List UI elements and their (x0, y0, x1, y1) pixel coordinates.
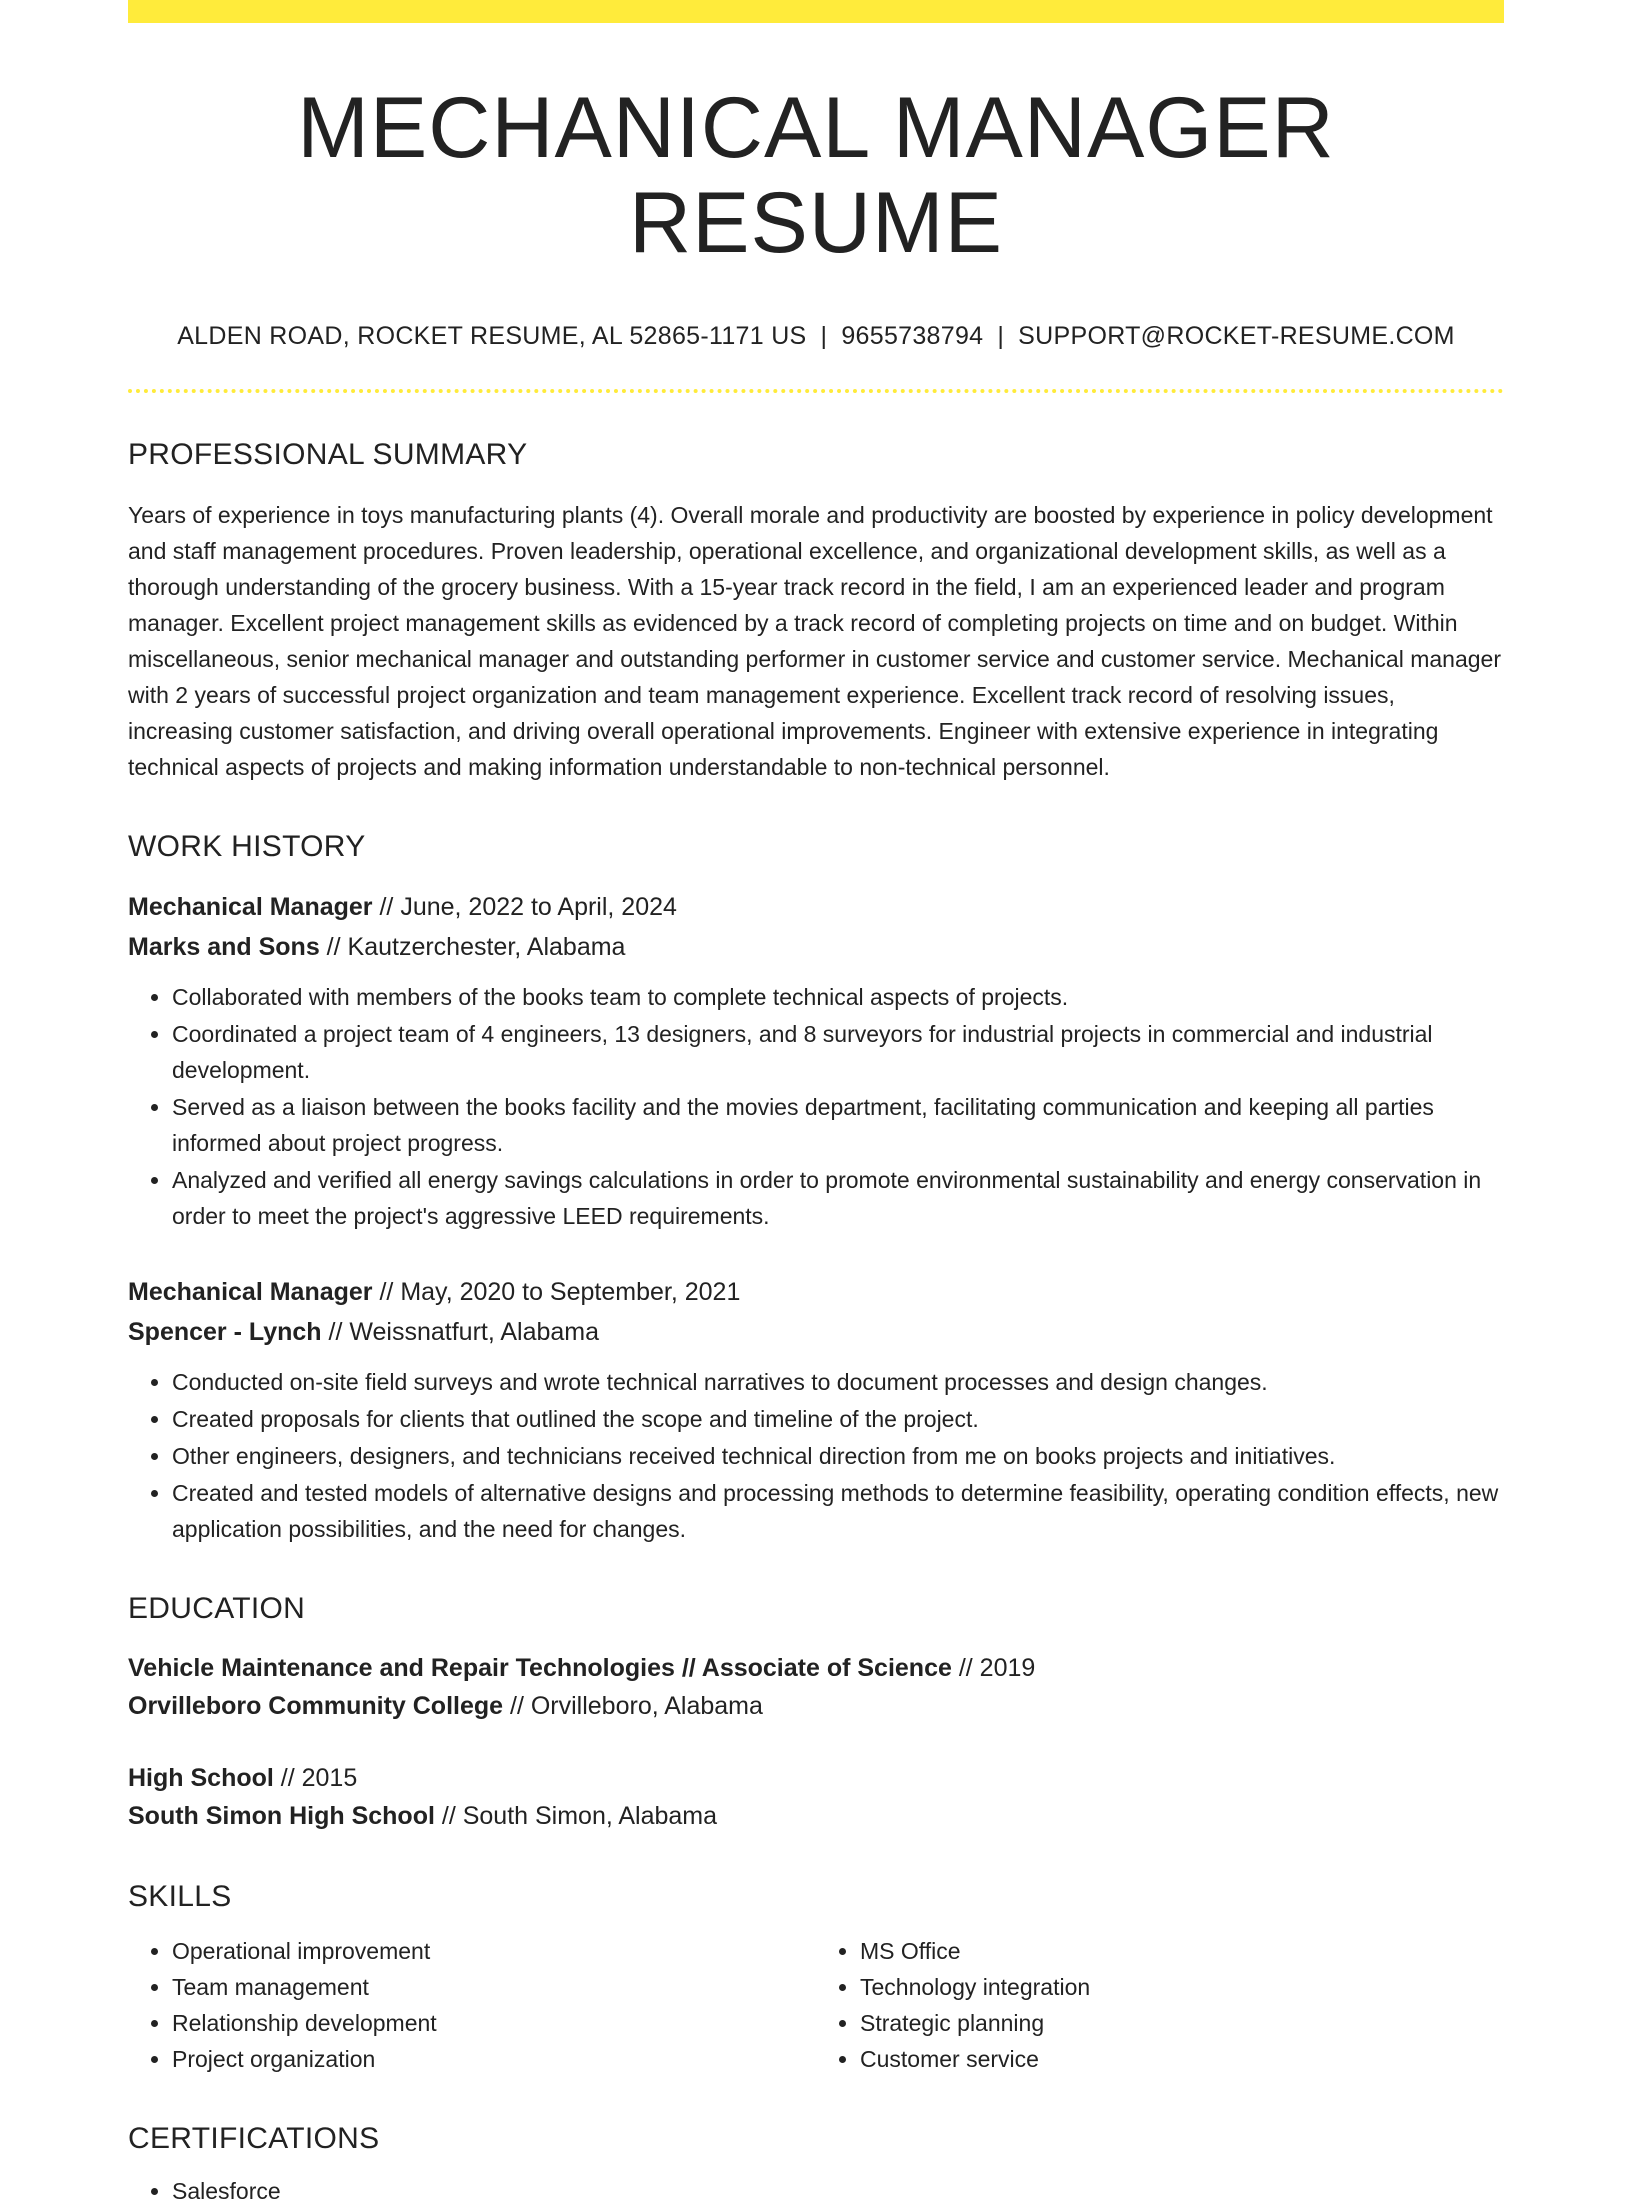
job-title: Mechanical Manager (128, 893, 373, 922)
skills-grid (128, 1933, 1504, 2077)
skill-item: • Technology integration (860, 1969, 1504, 2005)
contact-separator: | (997, 322, 1005, 351)
skill-item: • Relationship development (172, 2005, 816, 2041)
job-company: Marks and Sons (128, 933, 320, 962)
education-degree-line (128, 1759, 1504, 1797)
education-heading: EDUCATION (128, 1592, 306, 1626)
education-school-line (128, 1687, 1504, 1725)
resume-title: MECHANICAL MANAGER RESUME (297, 80, 1335, 271)
education-entry (128, 1649, 1504, 1725)
skill-item: • MS Office (860, 1933, 1504, 1969)
skill-item: • Operational improvement (172, 1933, 816, 1969)
list-item: • Collaborated with members of the books team to complete technical aspects of projects. (172, 979, 1504, 1015)
job-bullets (128, 979, 1504, 1234)
education-year: // 2015 (273, 1764, 358, 1793)
summary-text: Years of experience in toys manufacturing plants (4). Overall morale and productivity are boosted by experience in policy development and staff management procedures. Proven leadership, operational excellence, and organizational development skills, as well as a thorough understanding of the grocery business. With a 15-year track record in the field, I am an experienced leader and program manager. Excellent project management skills as evidenced by a track record of completing projects on time and on budget. Within miscellaneous, senior mechanical manager and outstanding performer in customer service and customer service. Mechanical manager with 2 years of successful project organization and team management experience. Excellent track record of resolving issues, increasing customer satisfaction, and driving overall operational improvements. Engineer with extensive experience in integrating technical aspects of projects and making information understandable to non-technical personnel. (128, 502, 1501, 781)
summary-heading: PROFESSIONAL SUMMARY (128, 438, 528, 472)
job-company-line (128, 927, 1504, 967)
skill-item: • Strategic planning (860, 2005, 1504, 2041)
job-entry (128, 887, 1504, 1234)
contact-email: SUPPORT@ROCKET-RESUME.COM (1018, 322, 1455, 351)
certifications-heading: CERTIFICATIONS (128, 2122, 380, 2156)
education-location: // South Simon, Alabama (434, 1802, 718, 1831)
skills-column-right (816, 1933, 1504, 2077)
education-school: Orvilleboro Community College (128, 1692, 504, 1721)
list-item: • Created and tested models of alternative designs and processing methods to determine feasibility, operating condition effects, new application possibilities, and the need for changes. (172, 1475, 1504, 1547)
job-bullets (128, 1364, 1504, 1547)
list-item: • Analyzed and verified all energy savings calculations in order to promote environmental sustainability and energy conservation in order to meet the project's aggressive LEED requirements. (172, 1162, 1504, 1234)
education-year: // 2019 (951, 1654, 1036, 1683)
job-dates: // June, 2022 to April, 2024 (372, 893, 677, 922)
dotted-divider (128, 389, 1504, 393)
skill-item: • Team management (172, 1969, 816, 2005)
skill-item: • Customer service (860, 2041, 1504, 2077)
top-accent-bar (128, 0, 1504, 23)
education-location: // Orvilleboro, Alabama (503, 1692, 763, 1721)
education-entry (128, 1759, 1504, 1835)
skills-heading: SKILLS (128, 1880, 232, 1914)
certifications-list (128, 2173, 1504, 2209)
job-company: Spencer - Lynch (128, 1318, 322, 1347)
list-item: • Conducted on-site field surveys and wrote technical narratives to document processes and design changes. (172, 1364, 1504, 1400)
job-company-line (128, 1312, 1504, 1352)
contact-address: ALDEN ROAD, ROCKET RESUME, AL 52865-1171 US (177, 322, 807, 351)
education-school: South Simon High School (128, 1802, 435, 1831)
education-degree-line (128, 1649, 1504, 1687)
education-school-line (128, 1797, 1504, 1835)
resume-page (128, 0, 1504, 2209)
job-location: // Weissnatfurt, Alabama (321, 1318, 600, 1347)
work-history-heading: WORK HISTORY (128, 830, 366, 864)
skills-column-left (128, 1933, 816, 2077)
list-item: • Served as a liaison between the books facility and the movies department, facilitating communication and keeping all parties informed about project progress. (172, 1089, 1504, 1161)
contact-separator: | (820, 322, 828, 351)
job-title-line (128, 887, 1504, 927)
job-title-line (128, 1272, 1504, 1312)
skills-list (816, 1933, 1504, 2077)
job-dates: // May, 2020 to September, 2021 (372, 1278, 741, 1307)
contact-line (128, 322, 1504, 351)
contact-phone: 9655738794 (841, 322, 984, 351)
certification-item: • Salesforce (172, 2173, 1504, 2209)
education-degree: High School (128, 1764, 274, 1793)
list-item: • Created proposals for clients that outlined the scope and timeline of the project. (172, 1401, 1504, 1437)
education-degree: Vehicle Maintenance and Repair Technologies // Associate of Science (128, 1654, 952, 1683)
list-item: • Coordinated a project team of 4 engineers, 13 designers, and 8 surveyors for industrial projects in commercial and industrial development. (172, 1016, 1504, 1088)
skill-item: • Project organization (172, 2041, 816, 2077)
job-entry (128, 1272, 1504, 1547)
list-item: • Other engineers, designers, and technicians received technical direction from me on books projects and initiatives. (172, 1438, 1504, 1474)
job-title: Mechanical Manager (128, 1278, 373, 1307)
skills-list (128, 1933, 816, 2077)
job-location: // Kautzerchester, Alabama (319, 933, 626, 962)
